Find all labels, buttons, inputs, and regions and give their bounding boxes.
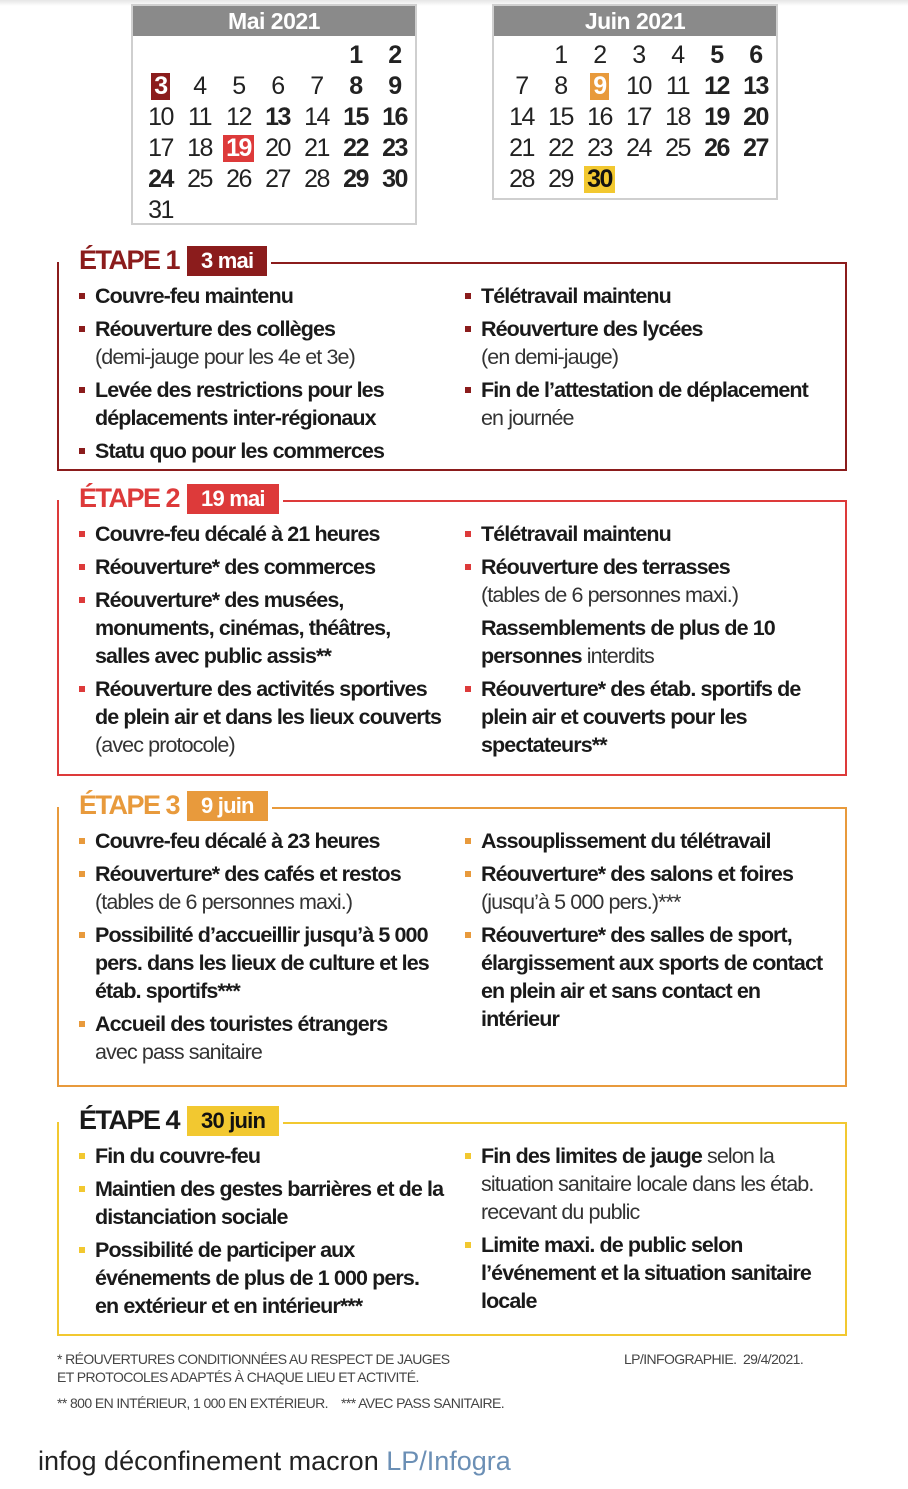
measure-title: Fin du couvre-feu xyxy=(95,1144,261,1168)
measure-item xyxy=(79,827,445,855)
calendar-day xyxy=(502,133,541,164)
calendar-empty xyxy=(297,40,336,71)
left-column xyxy=(59,282,445,470)
calendar-day xyxy=(697,40,736,71)
day-number: 12 xyxy=(704,72,729,100)
stage-date-badge: 19 mai xyxy=(187,484,279,514)
measure-item xyxy=(79,586,445,670)
calendar-day xyxy=(541,71,580,102)
bullet-icon xyxy=(465,1153,471,1159)
left-column xyxy=(59,827,445,1071)
day-number: 11 xyxy=(666,72,689,100)
calendar-day xyxy=(258,133,297,164)
left-column xyxy=(59,520,445,764)
calendar-day xyxy=(375,102,414,133)
stage-label: ÉTAPE 2 xyxy=(79,483,180,513)
measure-item xyxy=(465,282,831,310)
stage-header xyxy=(59,1105,283,1136)
calendar-day xyxy=(736,71,775,102)
calendar-week xyxy=(141,164,414,195)
calendar-day xyxy=(697,133,736,164)
calendar-day xyxy=(141,164,180,195)
day-number: 4 xyxy=(671,41,684,69)
measure-item xyxy=(465,614,831,670)
bullet-icon xyxy=(79,564,85,570)
measure-title: Réouverture des collèges xyxy=(95,317,336,341)
measure-item xyxy=(465,827,831,855)
calendar-empty xyxy=(141,40,180,71)
day-number: 22 xyxy=(548,134,573,162)
credit: LP/INFOGRAPHIE. 29/4/2021. xyxy=(624,1351,804,1367)
calendar-day xyxy=(297,102,336,133)
measure-detail: (en demi-jauge) xyxy=(481,345,619,369)
day-number: 30 xyxy=(382,165,407,193)
day-number: 23 xyxy=(587,134,612,162)
stage-4-box xyxy=(57,1105,847,1336)
calendar-day xyxy=(180,133,219,164)
measure-item xyxy=(465,553,831,609)
measure-title: Limite maxi. de public selon l’événement et la situation sanitaire locale xyxy=(481,1233,811,1313)
calendar-empty xyxy=(180,195,219,226)
calendar-day xyxy=(336,40,375,71)
bullet-icon xyxy=(79,1247,85,1253)
measure-item xyxy=(79,1236,445,1320)
stage-header xyxy=(59,245,271,276)
day-number: 3 xyxy=(151,73,169,100)
measure-item xyxy=(79,1010,445,1066)
bullet-icon xyxy=(79,932,85,938)
bullet-icon xyxy=(465,932,471,938)
day-number: 6 xyxy=(271,72,284,100)
measure-item xyxy=(465,520,831,548)
calendar-week xyxy=(502,40,775,71)
calendar-day xyxy=(736,102,775,133)
calendar-day xyxy=(580,164,619,195)
bullet-icon xyxy=(79,597,85,603)
bullet-icon xyxy=(79,326,85,332)
calendar-day xyxy=(658,133,697,164)
day-number: 8 xyxy=(554,72,567,100)
day-number: 13 xyxy=(265,103,290,131)
measure-title: Fin de l’attestation de déplacement xyxy=(481,378,808,402)
day-number: 14 xyxy=(509,103,534,131)
calendar-day xyxy=(180,164,219,195)
calendar-empty xyxy=(180,40,219,71)
calendar-empty xyxy=(375,195,414,226)
day-number: 15 xyxy=(548,103,573,131)
calendar-day xyxy=(619,71,658,102)
measure-item xyxy=(79,1175,445,1231)
bullet-icon xyxy=(79,686,85,692)
measure-title: Levée des restrictions pour les déplacements inter-régionaux xyxy=(95,378,384,430)
day-number: 1 xyxy=(349,41,362,69)
day-number: 28 xyxy=(509,165,534,193)
measure-item xyxy=(465,675,831,759)
measure-title: Couvre-feu maintenu xyxy=(95,284,293,308)
day-number: 17 xyxy=(626,103,651,131)
day-number: 24 xyxy=(626,134,651,162)
calendar-day xyxy=(219,133,258,164)
calendar-day xyxy=(580,102,619,133)
calendar-grid xyxy=(502,40,775,195)
stage-label: ÉTAPE 1 xyxy=(79,245,180,275)
measure-item xyxy=(79,282,445,310)
measure-item xyxy=(465,1231,831,1315)
measure-title: Réouverture* des musées, monuments, cinémas, théâtres, salles avec public assis** xyxy=(95,588,391,668)
day-number: 9 xyxy=(388,72,401,100)
day-number: 14 xyxy=(304,103,329,131)
calendar-week xyxy=(141,40,414,71)
calendar-day xyxy=(336,71,375,102)
measure-detail: en journée xyxy=(481,406,574,430)
day-number: 17 xyxy=(148,134,173,162)
measure-title: Réouverture* des cafés et restos xyxy=(95,862,401,886)
day-number: 6 xyxy=(749,41,762,69)
calendar-day xyxy=(219,71,258,102)
bullet-icon xyxy=(465,326,471,332)
calendar-day xyxy=(297,71,336,102)
day-number: 23 xyxy=(382,134,407,162)
day-number: 10 xyxy=(626,72,651,100)
calendar-day xyxy=(580,133,619,164)
day-number: 4 xyxy=(193,72,206,100)
calendar-empty xyxy=(258,40,297,71)
day-number: 20 xyxy=(743,103,768,131)
calendar-day xyxy=(619,40,658,71)
day-number: 11 xyxy=(188,103,211,131)
calendar-day xyxy=(180,71,219,102)
calendar-day xyxy=(502,164,541,195)
calendar-day xyxy=(658,40,697,71)
measure-detail: (tables de 6 personnes maxi.) xyxy=(481,583,739,607)
calendar-grid xyxy=(141,40,414,226)
measure-item xyxy=(79,376,445,432)
measure-title: Possibilité d’accueillir jusqu’à 5 000 pers. dans les lieux de culture et les étab. sportifs*** xyxy=(95,923,429,1003)
day-number: 12 xyxy=(226,103,251,131)
day-number: 13 xyxy=(743,72,768,100)
calendar-day xyxy=(336,164,375,195)
footnote-line: * RÉOUVERTURES CONDITIONNÉES AU RESPECT DE JAUGES xyxy=(57,1351,450,1367)
calendar-week xyxy=(141,71,414,102)
measure-item xyxy=(79,860,445,916)
left-column xyxy=(59,1142,445,1325)
stage-2-box xyxy=(57,483,847,776)
day-number: 29 xyxy=(548,165,573,193)
day-number: 19 xyxy=(223,135,254,162)
measure-item xyxy=(465,921,831,1033)
calendar-day xyxy=(258,102,297,133)
calendar-day xyxy=(736,133,775,164)
measure-title: Assouplissement du télétravail xyxy=(481,829,771,853)
measure-title: Réouverture des terrasses xyxy=(481,555,730,579)
calendar-empty xyxy=(658,164,697,195)
calendar-empty xyxy=(219,40,258,71)
stage-date-badge: 9 juin xyxy=(187,791,268,821)
calendar-empty xyxy=(619,164,658,195)
measure-item xyxy=(465,315,831,371)
bullet-icon xyxy=(79,531,85,537)
calendar-title: Mai 2021 xyxy=(133,6,415,36)
right-column xyxy=(445,1142,831,1325)
bullet-icon xyxy=(79,871,85,877)
stage-date-badge: 30 juin xyxy=(187,1106,279,1136)
calendar-day xyxy=(180,102,219,133)
measure-item xyxy=(79,921,445,1005)
calendar-day xyxy=(297,164,336,195)
measure-title: Réouverture* des commerces xyxy=(95,555,376,579)
day-number: 25 xyxy=(665,134,690,162)
day-number: 7 xyxy=(310,72,323,100)
measure-title: Réouverture* des salles de sport, élargissement aux sports de contact en plein air et sans contact en intérieur xyxy=(481,923,823,1031)
calendar-day xyxy=(697,71,736,102)
measure-detail: (avec protocole) xyxy=(95,733,235,757)
stage-date-badge: 3 mai xyxy=(187,246,267,276)
calendar-day xyxy=(541,164,580,195)
calendar-june xyxy=(492,4,778,200)
day-number: 8 xyxy=(349,72,362,100)
calendar-day xyxy=(375,71,414,102)
bullet-icon xyxy=(465,564,471,570)
day-number: 25 xyxy=(187,165,212,193)
caption-link[interactable]: LP/Infogra xyxy=(386,1446,511,1476)
stage-header xyxy=(59,790,272,821)
bullet-icon xyxy=(79,448,85,454)
calendar-empty xyxy=(502,40,541,71)
day-number: 20 xyxy=(265,134,290,162)
calendar-day xyxy=(375,40,414,71)
calendar-day xyxy=(619,102,658,133)
right-column xyxy=(445,827,831,1071)
calendar-day xyxy=(736,40,775,71)
day-number: 28 xyxy=(304,165,329,193)
day-number: 18 xyxy=(665,103,690,131)
day-number: 24 xyxy=(148,165,173,193)
calendar-empty xyxy=(297,195,336,226)
calendar-day xyxy=(658,71,697,102)
footnote-2: ** 800 EN INTÉRIEUR, 1 000 EN EXTÉRIEUR. *** AVEC PASS SANITAIRE. xyxy=(57,1395,505,1411)
calendar-empty xyxy=(219,195,258,226)
measure-title: Télétravail maintenu xyxy=(481,522,671,546)
measure-detail: avec pass sanitaire xyxy=(95,1040,262,1064)
calendar-day xyxy=(141,195,180,226)
calendar-day xyxy=(258,164,297,195)
bullet-icon xyxy=(465,838,471,844)
stage-label: ÉTAPE 3 xyxy=(79,790,180,820)
day-number: 31 xyxy=(148,196,173,224)
calendar-day xyxy=(541,102,580,133)
measure-title: Possibilité de participer aux événements de plus de 1 000 pers. en extérieur et en intérieur*** xyxy=(95,1238,420,1318)
calendar-day xyxy=(580,71,619,102)
day-number: 29 xyxy=(343,165,368,193)
footnote-line: ET PROTOCOLES ADAPTÉS À CHAQUE LIEU ET ACTIVITÉ. xyxy=(57,1369,419,1385)
measure-detail: (demi-jauge pour les 4e et 3e) xyxy=(95,345,355,369)
calendar-day xyxy=(375,164,414,195)
calendar-day xyxy=(375,133,414,164)
calendar-title: Juin 2021 xyxy=(494,6,776,36)
calendar-day xyxy=(541,133,580,164)
bullet-icon xyxy=(465,293,471,299)
day-number: 27 xyxy=(743,134,768,162)
calendar-day xyxy=(658,102,697,133)
calendar-day xyxy=(697,102,736,133)
bullet-icon xyxy=(79,1021,85,1027)
calendar-day xyxy=(141,133,180,164)
measure-detail: (tables de 6 personnes maxi.) xyxy=(95,890,353,914)
measure-item xyxy=(79,1142,445,1170)
calendar-day xyxy=(219,164,258,195)
stage-label: ÉTAPE 4 xyxy=(79,1105,180,1135)
bullet-icon xyxy=(465,531,471,537)
caption-text: infog déconfinement macron xyxy=(38,1446,387,1476)
bullet-icon xyxy=(465,871,471,877)
day-number: 18 xyxy=(187,134,212,162)
measure-title: Télétravail maintenu xyxy=(481,284,671,308)
stage-3-box xyxy=(57,790,847,1087)
day-number: 1 xyxy=(554,41,567,69)
bullet-icon xyxy=(465,686,471,692)
measure-title: Réouverture des lycées xyxy=(481,317,703,341)
calendar-day xyxy=(219,102,258,133)
measure-item xyxy=(465,1142,831,1226)
measure-title: Couvre-feu décalé à 21 heures xyxy=(95,522,380,546)
day-number: 5 xyxy=(710,41,723,69)
calendar-empty xyxy=(736,164,775,195)
measure-item xyxy=(79,553,445,581)
bullet-icon xyxy=(465,387,471,393)
calendar-week xyxy=(502,102,775,133)
calendar-day xyxy=(258,71,297,102)
stage-header xyxy=(59,483,283,514)
calendar-week xyxy=(502,71,775,102)
measure-item xyxy=(79,675,445,759)
calendar-day xyxy=(502,71,541,102)
measure-title: Rassemblements de plus de 10 personnes xyxy=(481,616,775,668)
day-number: 21 xyxy=(304,134,329,162)
calendar-day xyxy=(580,40,619,71)
bullet-icon xyxy=(79,387,85,393)
bullet-icon xyxy=(79,1186,85,1192)
calendar-may xyxy=(131,4,417,225)
day-number: 2 xyxy=(593,41,606,69)
measure-item xyxy=(465,860,831,916)
measure-item xyxy=(79,437,445,465)
calendar-day xyxy=(502,102,541,133)
calendar-week xyxy=(141,195,414,226)
measure-title: Maintien des gestes barrières et de la distanciation sociale xyxy=(95,1177,444,1229)
calendar-week xyxy=(502,164,775,195)
calendar-day xyxy=(541,40,580,71)
calendar-day xyxy=(141,71,180,102)
bullet-icon xyxy=(465,1242,471,1248)
measure-detail: selon la situation sanitaire locale dans les étab. recevant du public xyxy=(481,1144,814,1224)
bullet-icon xyxy=(79,838,85,844)
calendar-week xyxy=(141,133,414,164)
calendar-empty xyxy=(258,195,297,226)
day-number: 21 xyxy=(509,134,534,162)
day-number: 9 xyxy=(590,73,608,100)
measure-item xyxy=(465,376,831,432)
bullet-icon xyxy=(79,293,85,299)
day-number: 16 xyxy=(382,103,407,131)
calendar-week xyxy=(141,102,414,133)
measure-title: Fin des limites de jauge xyxy=(481,1144,702,1168)
stage-1-box xyxy=(57,245,847,471)
calendar-day xyxy=(336,133,375,164)
day-number: 2 xyxy=(388,41,401,69)
day-number: 10 xyxy=(148,103,173,131)
calendar-empty xyxy=(336,195,375,226)
bullet-icon xyxy=(79,1153,85,1159)
day-number: 30 xyxy=(584,166,615,193)
day-number: 5 xyxy=(232,72,245,100)
day-number: 19 xyxy=(704,103,729,131)
day-number: 27 xyxy=(265,165,290,193)
measure-title: Réouverture* des étab. sportifs de plein air et couverts pour les spectateurs** xyxy=(481,677,801,757)
calendar-day xyxy=(336,102,375,133)
measure-title: Réouverture* des salons et foires xyxy=(481,862,794,886)
calendar-day xyxy=(297,133,336,164)
day-number: 22 xyxy=(343,134,368,162)
measure-title: Couvre-feu décalé à 23 heures xyxy=(95,829,380,853)
measure-detail: interdits xyxy=(581,644,654,668)
calendar-empty xyxy=(697,164,736,195)
footnote-1 xyxy=(57,1350,450,1386)
measure-title: Accueil des touristes étrangers xyxy=(95,1012,388,1036)
measure-item xyxy=(79,315,445,371)
right-column xyxy=(445,282,831,470)
day-number: 7 xyxy=(515,72,528,100)
caption xyxy=(38,1446,511,1477)
measure-detail: (jusqu’à 5 000 pers.)*** xyxy=(481,890,681,914)
day-number: 26 xyxy=(704,134,729,162)
calendar-day xyxy=(141,102,180,133)
day-number: 3 xyxy=(632,41,645,69)
day-number: 15 xyxy=(343,103,368,131)
day-number: 16 xyxy=(587,103,612,131)
measure-title: Statu quo pour les commerces xyxy=(95,439,385,463)
day-number: 26 xyxy=(226,165,251,193)
right-column xyxy=(445,520,831,764)
calendar-week xyxy=(502,133,775,164)
measure-title: Réouverture des activités sportives de plein air et dans les lieux couverts xyxy=(95,677,442,729)
measure-item xyxy=(79,520,445,548)
calendar-day xyxy=(619,133,658,164)
